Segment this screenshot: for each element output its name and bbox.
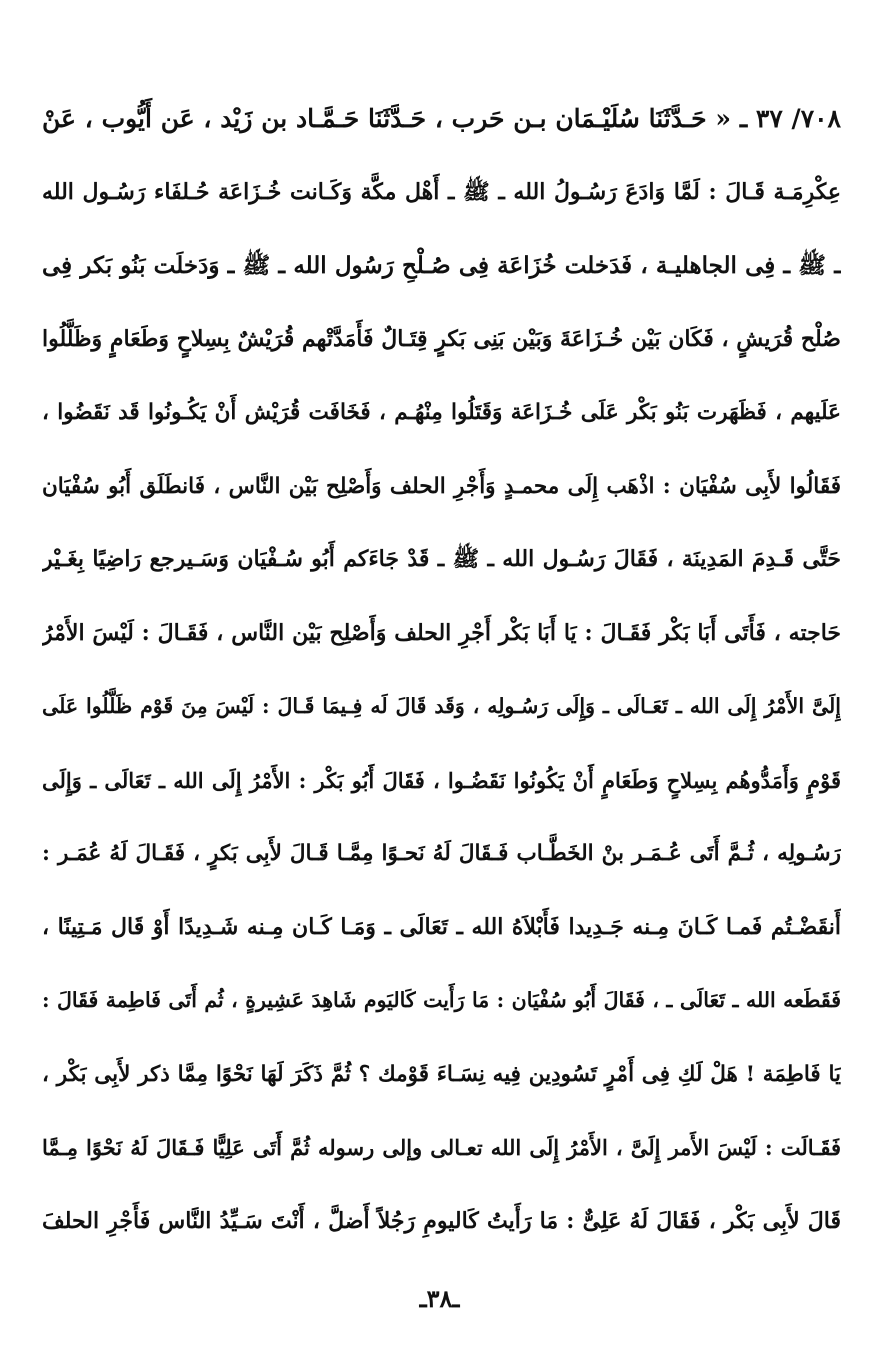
- text-line-5: عَلَيهم ، فَظَهَرت بَنُو بَكْر عَلَى خُـزَاعَة وَقَتَلُوا مِنْهُـم ، فَخَافَت قُرَيْش أَنْ يَكُـونُوا قَد نَقَضُوا ،: [42, 400, 841, 425]
- text-line-13: فَقَطَعه الله ـ تَعَالَى ـ ، فَقَالَ أَبُو سُفْيَان : مَا رَأَيت كَاليَوم شَاهِدَ عَشِيرةٍ ، ثُم أَتَى فَاطِمة فَقَالَ :: [42, 988, 841, 1012]
- text-line-2: عِكْرِمَـة قَـالَ : لَمَّا وَادَعَ رَسُـولُ الله ـ ﷺ ـ أَهْل مكَّة وَكَـانت خُـزَاعَة حُـلفَاء رَسُـول الله: [42, 178, 841, 205]
- text-line-1: ٧٠٨/ ٣٧ ـ « حَـدَّثَنَا سُلَيْـمَان بـن حَرب ، حَـدَّثَنَا حَـمَّـاد بن زَيْد ، عَن أَيُّوب ، عَنْ: [42, 104, 841, 133]
- hadith-text-block: [42, 82, 841, 1258]
- text-line-16: قَالَ لأَبِى بَكْر ، فَقَالَ لَهُ عَلِىٌّ : مَا رَأَيتُ كَاليومِ رَجُلاً أَضلَّ ، أَنْتَ سَـيِّدُ النَّاس فَأَجْرِ الحلفَ: [42, 1207, 841, 1234]
- text-line-7: حَتَّى قَـدِمَ المَدِينَة ، فَقَالَ رَسُـول الله ـ ﷺ ـ قَدْ جَاءَكم أَبُو سُـفْيَان وَسَـيرجع رَاضِيًا بِغَـيْر: [42, 546, 841, 572]
- text-line-10: قَوْمٍ وَأَمَدُّوهُم بِسِلاحٍ وَطَعَامٍ أَنْ يَكُونُوا نَقَضُـوا ، فَقَالَ أَبُو بَكْر : الأَمْرُ إِلَى الله ـ تَعَالَى ـ وَإِلَى: [42, 767, 841, 793]
- text-line-4: صُلْح قُرَيشٍ ، فَكَان بَيْن خُـزَاعَةَ وَبَيْن بَنِى بَكرٍ قِتَـالٌ فَأَمَدَّتْهم قُرَيْشٌ بِسِلاحٍ وَطَعَامٍ وَظَلَّلُوا: [42, 325, 841, 352]
- text-line-14: يَا فَاطِمَة ! هَلْ لَكِ فِى أَمْرٍ تَسُودِين فِيه نِسَـاءَ قَوْمك ؟ ثُمَّ ذَكَرَ لَهَا نَحْوًا مِمَّا ذكر لأَبِى بَكْر ،: [42, 1061, 841, 1087]
- text-line-9: إِلَىَّ الأَمْرُ إِلَى الله ـ تَعَـالَى ـ وَإِلَى رَسُـولِه ، وَقَد قَالَ لَه فِـيمَا قَـالَ : لَيْسَ مِنَ قَوْم ظَلَّلُوا عَلَى: [42, 694, 841, 718]
- text-line-6: فَقَالُوا لأَبِى سُفْيَان : اذْهَب إِلَى محمـدٍ وَأَجْرِ الحلف وَأَصْلِح بَيْن النَّاس ، فَانطَلَق أَبُو سُفْيَان: [42, 473, 841, 499]
- text-line-12: أَنقَضْـتُم فَمـا كَـانَ مِـنه جَـدِيدا فَأَبْلاَهُ الله ـ تَعَالَى ـ وَمَـا كَـان مِـنه شَـدِيدًا أَوْ قَال مَـتِينًا ،: [42, 913, 841, 940]
- text-line-3: ـ ﷺ ـ فِى الجاهليـة ، فَدَخلت خُزَاعَة فِى صُـلْحِ رَسُول الله ـ ﷺ ـ وَدَخلَت بَنُو بَكر فِى: [42, 252, 841, 279]
- text-line-11: رَسُـولِه ، ثُـمَّ أَتَى عُـمَـر بنْ الخَطَّـاب فَـقَالَ لَهُ نَحـوًا مِمَّـا قَـالَ لأَبِى بَكرٍ ، فَقَـالَ لَهُ عُمَـر :: [42, 841, 841, 866]
- text-line-15: فَقَـالَت : لَيْسَ الأَمر إِلَىَّ ، الأَمْرُ إِلَى الله تعـالى وإلى رسوله ثُمَّ أَتَى عَلِيًّا فَـقَالَ لَهُ نَحْوًا مِـمَّا: [42, 1135, 841, 1160]
- page-number: ـ٣٨ـ: [419, 1284, 460, 1313]
- text-line-8: حَاجته ، فَأَتَى أَبَا بَكْر فَقَـالَ : يَا أَبَا بَكْر أَجْرِ الحلف وَأَصْلِح بَيْن النَّاس ، فَقَـالَ : لَيْسَ الأَمْرُ: [42, 619, 841, 646]
